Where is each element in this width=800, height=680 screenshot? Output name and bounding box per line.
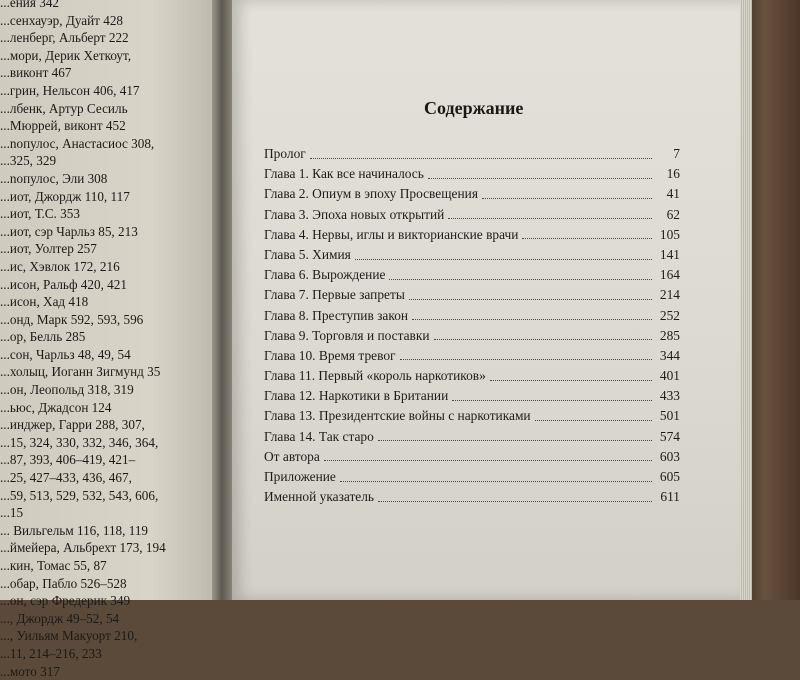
index-line: ...ор, Белль 285 [0,329,86,345]
toc-entry-label: Глава 4. Нервы, иглы и викторианские врачи [264,226,519,242]
toc-leader-dots [434,339,652,340]
toc-entry [264,205,680,225]
toc-entry-label: Глава 14. Так старо [264,428,374,444]
toc-entry [264,285,680,305]
table-of-contents [264,144,680,507]
index-line: ...25, 427–433, 436, 467, [0,470,132,486]
toc-entry [264,265,680,285]
toc-leader-dots [428,178,652,179]
toc-leader-dots [340,481,652,482]
index-line: ...иот, Джордж 110, 117 [0,188,130,204]
index-line: ...ис, Хэвлок 172, 216 [0,258,120,274]
index-line: ...он, сэр Фредерик 349 [0,593,131,609]
toc-entry [264,184,680,204]
index-line: ..., Уильям Макуорт 210, [0,628,138,644]
toc-leader-dots [448,218,652,219]
toc-entry-page: 16 [666,166,680,182]
toc-entry [264,487,680,507]
index-line: ...кин, Томас 55, 87 [0,558,107,573]
toc-leader-dots [324,460,652,461]
toc-entry [264,447,680,467]
toc-entry-label: Глава 3. Эпоха новых открытий [264,206,445,222]
index-line: ...грин, Нельсон 406, 417 [0,82,140,98]
index-line: ...ения 342 [0,0,60,10]
index-line: ...онд, Марк 592, 593, 596 [0,311,144,327]
toc-entry [264,406,680,426]
index-line: ...холыц, Иоганн Зигмунд 35 [0,364,161,380]
toc-entry [264,427,680,447]
index-line: ...87, 393, 406–419, 421– [0,452,136,468]
toc-entry [264,164,680,184]
toc-entry-page: 7 [673,146,680,161]
toc-entry-label: Приложение [264,469,336,484]
toc-leader-dots [490,380,652,381]
toc-entry-page: 41 [666,186,680,202]
toc-entry-page: 164 [659,267,680,283]
toc-entry-page: 214 [659,287,680,303]
index-line: ...nопулос, Анастасиос 308, [0,135,155,151]
index-line: ...иот, Уолтер 257 [0,241,97,257]
toc-entry [264,346,680,366]
toc-leader-dots [378,440,652,441]
toc-entry-label: Глава 13. Президентские войны с наркотиками [264,408,531,424]
toc-entry-page: 574 [659,428,680,444]
toc-entry-page: 285 [659,327,680,343]
toc-entry [264,366,680,386]
toc-leader-dots [535,420,652,421]
index-line: ..., Джордж 49–52, 54 [0,610,120,626]
index-line: ...мото 317 [0,663,60,679]
toc-entry-page: 401 [659,368,680,384]
toc-entry [264,144,680,164]
index-line: ...исон, Ральф 420, 421 [0,276,127,292]
index-line: ...инджер, Гарри 288, 307, [0,417,145,433]
toc-entry-page: 603 [659,448,680,464]
toc-entry-label: От автора [264,448,320,464]
index-line: ...иот, Т.С. 353 [0,206,80,222]
toc-entry-label: Глава 2. Опиум в эпоху Просвещения [264,186,478,202]
index-line: ...обар, Пабло 526–528 [0,575,127,591]
index-line: ...ймейера, Альбрехт 173, 194 [0,540,166,556]
index-line: ...15, 324, 330, 332, 346, 364, [0,434,159,450]
index-line: ...15 [0,505,24,521]
toc-entry-label: Глава 8. Преступив закон [264,307,409,323]
toc-leader-dots [355,259,652,260]
toc-entry-label: Глава 12. Наркотики в Британии [264,388,449,404]
toc-entry-label: Глава 6. Вырождение [264,267,386,283]
index-line: ...лбенк, Артур Сесиль [0,100,128,116]
left-page-index [0,0,216,679]
index-line: ...исон, Хад 418 [0,294,89,310]
toc-leader-dots [400,359,652,360]
toc-entry [264,386,680,406]
toc-entry-page: 605 [659,469,680,484]
toc-entry [264,306,680,326]
toc-entry-page: 252 [659,307,680,323]
index-line: ...иот, сэр Чарльз 85, 213 [0,223,138,239]
toc-entry-page: 501 [659,408,680,424]
toc-leader-dots [482,198,652,199]
toc-leader-dots [452,400,652,401]
toc-entry-label: Пролог [264,146,306,161]
toc-entry [264,225,680,245]
name-index-list [0,0,166,680]
index-line: ...nопулос, Эли 308 [0,170,108,186]
toc-entry-page: 611 [660,489,680,505]
toc-entry-page: 105 [659,226,680,242]
index-line: ...Мюррей, виконт 452 [0,118,126,134]
toc-leader-dots [378,501,652,502]
index-line: ...ленберг, Альберт 222 [0,30,129,46]
toc-title: Содержание [424,98,524,118]
book-spine-gutter [212,0,234,600]
page-edges [740,0,752,600]
index-line: ...59, 513, 529, 532, 543, 606, [0,487,159,503]
toc-leader-dots [389,279,652,280]
index-line: ...виконт 467 [0,65,72,81]
toc-leader-dots [409,299,652,300]
toc-entry-page: 62 [666,206,680,222]
toc-leader-dots [412,319,652,320]
toc-entry-label: Глава 5. Химия [264,246,351,262]
toc-entry-page: 141 [659,246,680,262]
toc-entry-page: 344 [659,347,680,363]
index-line: ...он, Леопольд 318, 319 [0,382,134,398]
toc-entry [264,245,680,265]
index-line: ...сон, Чарльз 48, 49, 54 [0,346,131,362]
toc-entry-page: 433 [659,388,680,404]
index-line: ...мори, Дерик Хеткоут, [0,47,132,63]
toc-entry-label: Именной указатель [264,489,375,505]
toc-entry [264,326,680,346]
toc-leader-dots [522,238,652,239]
toc-entry-label: Глава 11. Первый «король наркотиков» [264,368,486,384]
index-line: ...ьюс, Джадсон 124 [0,399,112,415]
toc-entry-label: Глава 9. Торговля и поставки [264,327,430,343]
toc-entry-label: Глава 1. Как все начиналось [264,166,424,182]
toc-entry [264,467,680,487]
index-line: ...325, 329 [0,153,57,169]
index-line: ...сенхауэр, Дуайт 428 [0,12,124,28]
toc-leader-dots [310,158,652,159]
index-line: ...11, 214–216, 233 [0,645,102,661]
toc-entry-label: Глава 7. Первые запреты [264,287,405,303]
index-line: ... Вильгельм 116, 118, 119 [0,522,149,538]
toc-entry-label: Глава 10. Время тревог [264,347,396,363]
